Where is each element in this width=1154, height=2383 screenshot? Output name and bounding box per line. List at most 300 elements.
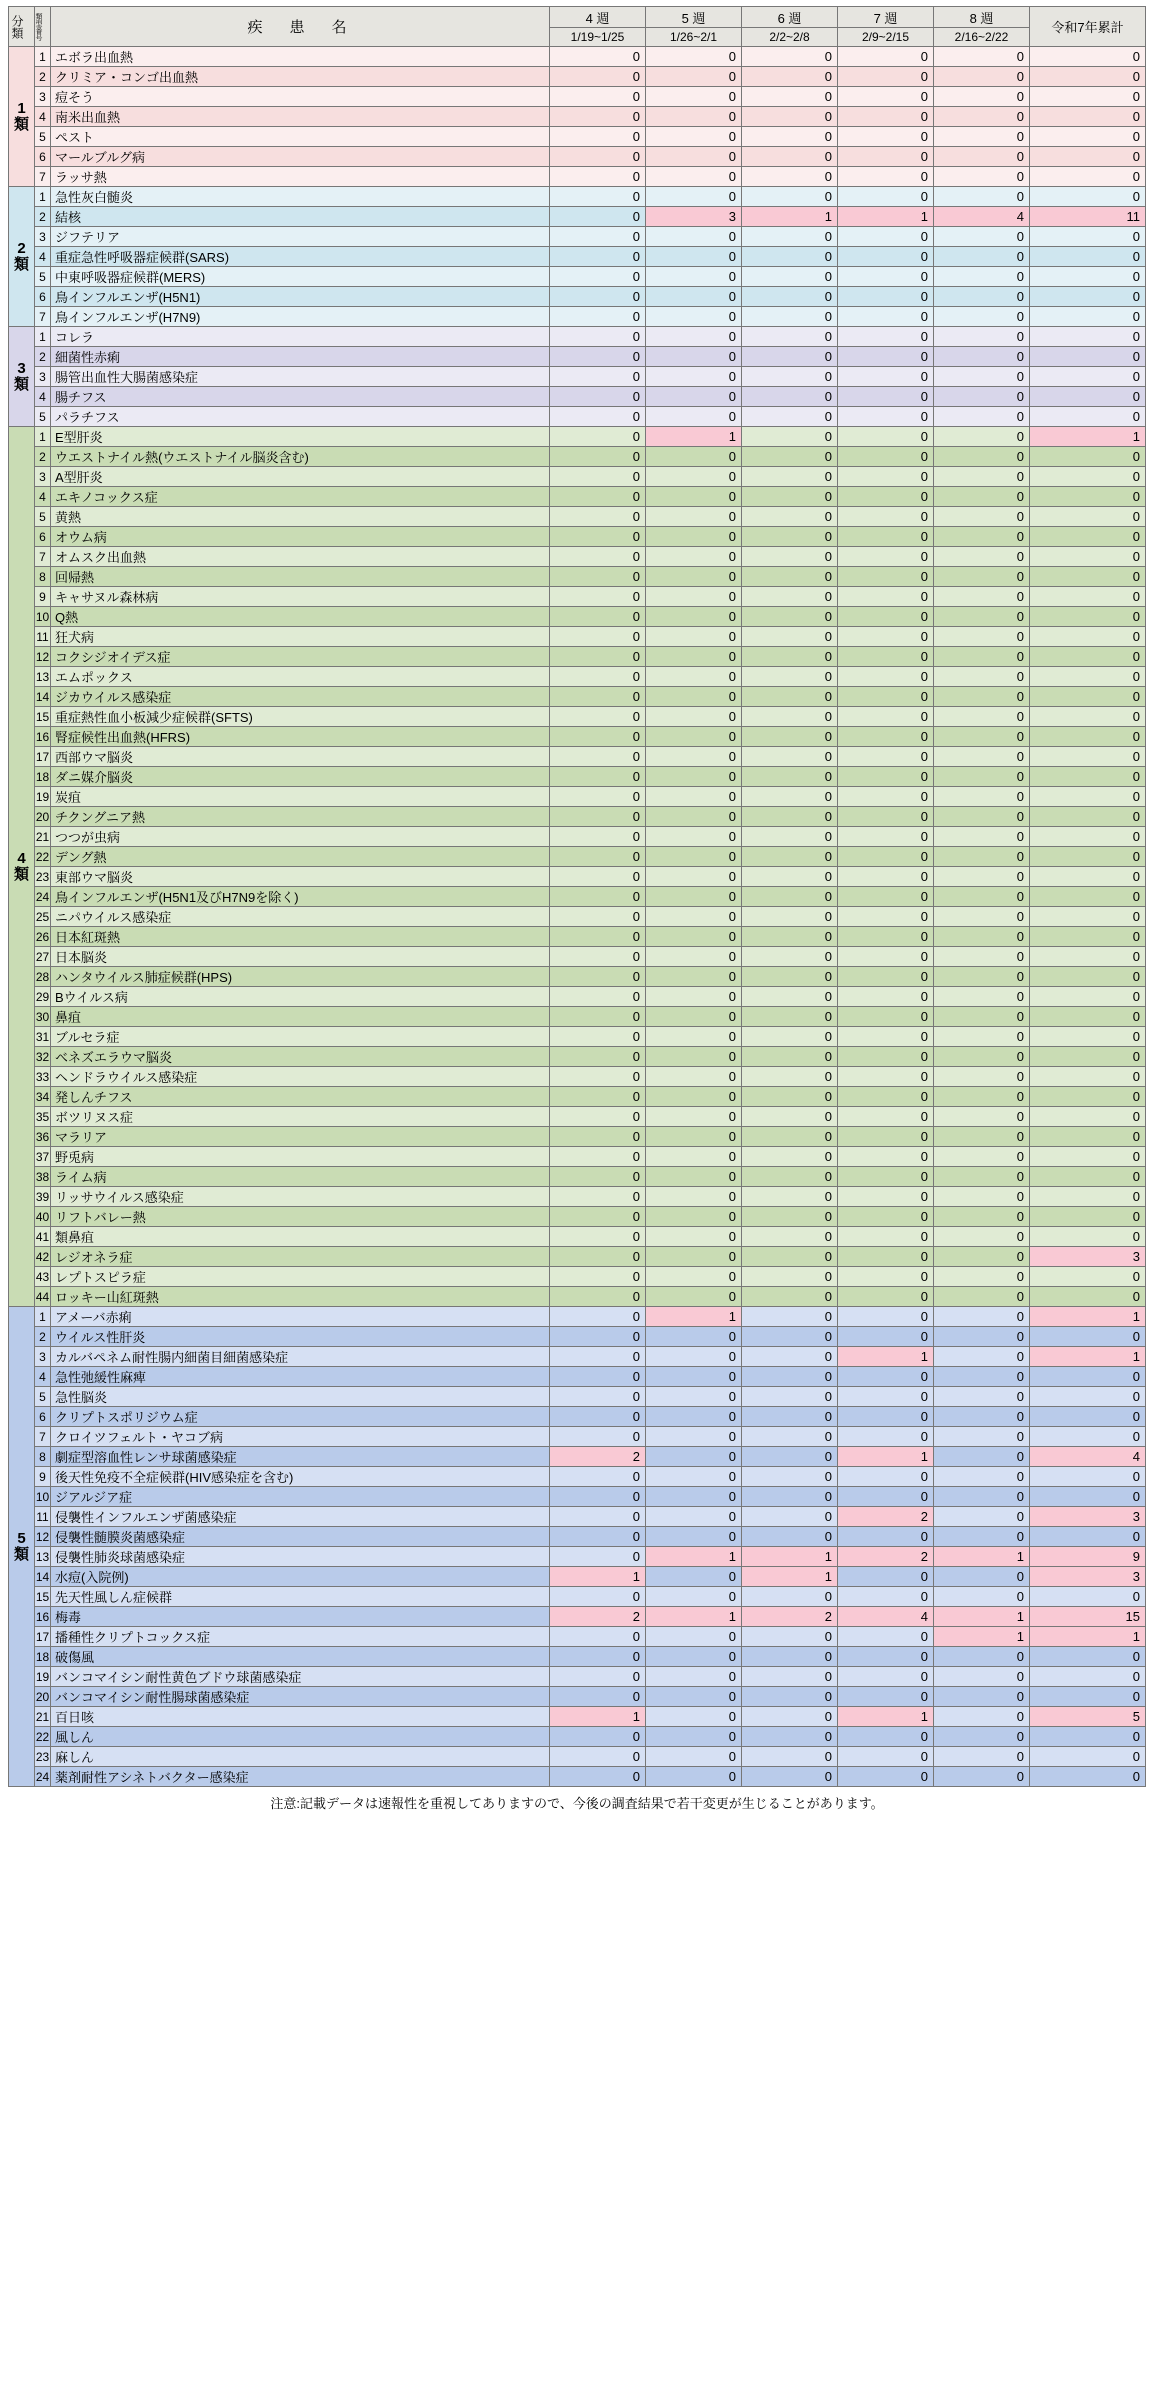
- table-row: [9, 347, 1146, 367]
- weekly-count: 0: [838, 1327, 934, 1347]
- table-row: [9, 1227, 1146, 1247]
- weekly-count: 0: [646, 87, 742, 107]
- weekly-count: 0: [838, 487, 934, 507]
- row-number: 7: [35, 167, 51, 187]
- row-number: 31: [35, 1027, 51, 1047]
- table-row: [9, 1407, 1146, 1427]
- weekly-count: 0: [838, 1127, 934, 1147]
- row-number: 2: [35, 347, 51, 367]
- weekly-count: 0: [742, 967, 838, 987]
- total-count: 9: [1030, 1547, 1146, 1567]
- weekly-count: 0: [934, 87, 1030, 107]
- weekly-count: 0: [646, 67, 742, 87]
- total-count: 0: [1030, 1147, 1146, 1167]
- table-row: [9, 1547, 1146, 1567]
- weekly-count: 0: [838, 887, 934, 907]
- weekly-count: 0: [742, 847, 838, 867]
- weekly-count: 0: [742, 1727, 838, 1747]
- table-row: [9, 587, 1146, 607]
- weekly-count: 0: [838, 467, 934, 487]
- table-row: [9, 1507, 1146, 1527]
- disease-name: ラッサ熱: [51, 167, 550, 187]
- row-number: 24: [35, 1767, 51, 1787]
- header-week-1-range: 1/19~1/25: [550, 28, 646, 47]
- weekly-count: 0: [934, 1527, 1030, 1547]
- table-row: [9, 1747, 1146, 1767]
- disease-name: 侵襲性インフルエンザ菌感染症: [51, 1507, 550, 1527]
- weekly-count: 0: [646, 367, 742, 387]
- table-row: [9, 1207, 1146, 1227]
- table-row: [9, 767, 1146, 787]
- disease-name: 急性弛緩性麻痺: [51, 1367, 550, 1387]
- row-number: 17: [35, 1627, 51, 1647]
- weekly-count: 0: [646, 1667, 742, 1687]
- disease-name: リフトバレー熱: [51, 1207, 550, 1227]
- weekly-count: 0: [742, 647, 838, 667]
- weekly-count: 0: [646, 1647, 742, 1667]
- weekly-count: 0: [742, 1707, 838, 1727]
- row-number: 28: [35, 967, 51, 987]
- disease-name: クリプトスポリジウム症: [51, 1407, 550, 1427]
- weekly-count: 0: [742, 1187, 838, 1207]
- weekly-count: 0: [742, 547, 838, 567]
- total-count: 0: [1030, 1047, 1146, 1067]
- weekly-count: 0: [838, 107, 934, 127]
- weekly-count: 0: [742, 1207, 838, 1227]
- disease-name: 中東呼吸器症候群(MERS): [51, 267, 550, 287]
- weekly-count: 0: [646, 1627, 742, 1647]
- weekly-count: 0: [934, 1427, 1030, 1447]
- weekly-count: 0: [550, 887, 646, 907]
- table-row: [9, 847, 1146, 867]
- weekly-count: 0: [742, 1687, 838, 1707]
- disease-name: 結核: [51, 207, 550, 227]
- row-number: 4: [35, 107, 51, 127]
- weekly-count: 0: [742, 1227, 838, 1247]
- weekly-count: 0: [550, 1247, 646, 1267]
- weekly-count: 0: [646, 1567, 742, 1587]
- weekly-count: 0: [742, 307, 838, 327]
- weekly-count: 0: [742, 187, 838, 207]
- weekly-count: 0: [934, 867, 1030, 887]
- weekly-count: 0: [934, 407, 1030, 427]
- weekly-count: 0: [742, 87, 838, 107]
- weekly-count: 0: [838, 1047, 934, 1067]
- row-number: 10: [35, 607, 51, 627]
- table-row: [9, 1347, 1146, 1367]
- weekly-count: 0: [742, 1107, 838, 1127]
- weekly-count: 0: [550, 127, 646, 147]
- disease-name: クリミア・コンゴ出血熱: [51, 67, 550, 87]
- weekly-count: 0: [550, 1227, 646, 1247]
- total-count: 0: [1030, 887, 1146, 907]
- weekly-count: 1: [934, 1607, 1030, 1627]
- weekly-count: 1: [934, 1547, 1030, 1567]
- table-row: [9, 1607, 1146, 1627]
- header-week-3-range: 2/2~2/8: [742, 28, 838, 47]
- total-count: 0: [1030, 1487, 1146, 1507]
- weekly-count: 0: [646, 1327, 742, 1347]
- disease-name: 百日咳: [51, 1707, 550, 1727]
- row-number: 42: [35, 1247, 51, 1267]
- disease-name: エキノコックス症: [51, 487, 550, 507]
- disease-name: 鳥インフルエンザ(H5N1): [51, 287, 550, 307]
- disease-name: 水痘(入院例): [51, 1567, 550, 1587]
- weekly-count: 0: [934, 727, 1030, 747]
- table-row: [9, 107, 1146, 127]
- weekly-count: 0: [742, 1467, 838, 1487]
- weekly-count: 0: [742, 467, 838, 487]
- weekly-count: 0: [838, 1627, 934, 1647]
- weekly-count: 0: [646, 387, 742, 407]
- weekly-count: 0: [838, 1567, 934, 1587]
- total-count: 0: [1030, 787, 1146, 807]
- weekly-count: 0: [934, 1247, 1030, 1267]
- weekly-count: 0: [646, 727, 742, 747]
- weekly-count: 0: [934, 627, 1030, 647]
- weekly-count: 0: [934, 1047, 1030, 1067]
- table-row: [9, 1167, 1146, 1187]
- weekly-count: 0: [742, 167, 838, 187]
- weekly-count: 0: [742, 1067, 838, 1087]
- total-count: 0: [1030, 127, 1146, 147]
- weekly-count: 0: [838, 1247, 934, 1267]
- disease-name: 回帰熱: [51, 567, 550, 587]
- header-disease: 疾 患 名: [51, 7, 550, 47]
- total-count: 0: [1030, 647, 1146, 667]
- header-class: [9, 7, 35, 47]
- table-row: [9, 687, 1146, 707]
- weekly-count: 0: [550, 587, 646, 607]
- row-number: 20: [35, 807, 51, 827]
- weekly-count: 0: [550, 1667, 646, 1687]
- table-row: [9, 667, 1146, 687]
- row-number: 8: [35, 1447, 51, 1467]
- weekly-count: 0: [646, 1027, 742, 1047]
- total-count: 0: [1030, 1107, 1146, 1127]
- weekly-count: 0: [934, 1707, 1030, 1727]
- weekly-count: 1: [646, 1307, 742, 1327]
- table-row: [9, 1267, 1146, 1287]
- table-row: [9, 387, 1146, 407]
- weekly-count: 0: [934, 247, 1030, 267]
- total-count: 0: [1030, 927, 1146, 947]
- weekly-count: 0: [838, 1487, 934, 1507]
- row-number: 14: [35, 1567, 51, 1587]
- weekly-count: 0: [646, 1287, 742, 1307]
- weekly-count: 0: [646, 1467, 742, 1487]
- table-row: [9, 1307, 1146, 1327]
- disease-name: 腎症候性出血熱(HFRS): [51, 727, 550, 747]
- weekly-count: 0: [646, 627, 742, 647]
- weekly-count: 1: [838, 1447, 934, 1467]
- weekly-count: 0: [550, 967, 646, 987]
- weekly-count: 0: [550, 1127, 646, 1147]
- row-number: 23: [35, 867, 51, 887]
- total-count: 1: [1030, 1627, 1146, 1647]
- row-number: 21: [35, 827, 51, 847]
- table-row: [9, 727, 1146, 747]
- weekly-count: 0: [742, 587, 838, 607]
- class-group-label: 1 類: [9, 47, 35, 187]
- disease-name: ライム病: [51, 1167, 550, 1187]
- weekly-count: 0: [550, 287, 646, 307]
- row-number: 3: [35, 227, 51, 247]
- table-row: [9, 487, 1146, 507]
- infectious-disease-table: [8, 6, 1146, 1787]
- disease-name: 播種性クリプトコックス症: [51, 1627, 550, 1647]
- row-number: 1: [35, 327, 51, 347]
- weekly-count: 0: [838, 567, 934, 587]
- weekly-count: 0: [934, 1387, 1030, 1407]
- disease-name: 侵襲性髄膜炎菌感染症: [51, 1527, 550, 1547]
- weekly-count: 0: [934, 1147, 1030, 1167]
- table-row: [9, 1067, 1146, 1087]
- total-count: 0: [1030, 1327, 1146, 1347]
- weekly-count: 0: [550, 1087, 646, 1107]
- table-row: [9, 747, 1146, 767]
- header-kind: [35, 7, 51, 47]
- weekly-count: 0: [934, 287, 1030, 307]
- disease-name: 麻しん: [51, 1747, 550, 1767]
- row-number: 4: [35, 387, 51, 407]
- weekly-count: 0: [742, 1507, 838, 1527]
- table-row: [9, 1047, 1146, 1067]
- weekly-count: 0: [742, 327, 838, 347]
- weekly-count: 0: [742, 1007, 838, 1027]
- weekly-count: 0: [646, 867, 742, 887]
- table-row: [9, 987, 1146, 1007]
- weekly-count: 0: [550, 1167, 646, 1187]
- weekly-count: 0: [646, 527, 742, 547]
- weekly-count: 0: [550, 167, 646, 187]
- weekly-count: 0: [550, 867, 646, 887]
- weekly-count: 0: [934, 1207, 1030, 1227]
- weekly-count: 0: [742, 47, 838, 67]
- weekly-count: 0: [934, 1587, 1030, 1607]
- weekly-count: 0: [550, 1207, 646, 1227]
- weekly-count: 0: [934, 387, 1030, 407]
- weekly-count: 0: [838, 1367, 934, 1387]
- table-row: [9, 1647, 1146, 1667]
- weekly-count: 0: [934, 1667, 1030, 1687]
- weekly-count: 0: [742, 67, 838, 87]
- row-number: 4: [35, 247, 51, 267]
- weekly-count: 0: [742, 1387, 838, 1407]
- table-row: [9, 1487, 1146, 1507]
- row-number: 21: [35, 1707, 51, 1727]
- table-row: [9, 1147, 1146, 1167]
- total-count: 0: [1030, 1127, 1146, 1147]
- weekly-count: 0: [742, 1667, 838, 1687]
- weekly-count: 0: [646, 447, 742, 467]
- total-count: 0: [1030, 627, 1146, 647]
- disease-name: ウエストナイル熱(ウエストナイル脳炎含む): [51, 447, 550, 467]
- total-count: 3: [1030, 1247, 1146, 1267]
- header-week-2-range: 1/26~2/1: [646, 28, 742, 47]
- weekly-count: 0: [646, 1587, 742, 1607]
- weekly-count: 0: [646, 267, 742, 287]
- weekly-count: 0: [838, 1287, 934, 1307]
- table-row: [9, 967, 1146, 987]
- table-row: [9, 1187, 1146, 1207]
- weekly-count: 0: [838, 1727, 934, 1747]
- row-number: 39: [35, 1187, 51, 1207]
- weekly-count: 0: [934, 907, 1030, 927]
- row-number: 7: [35, 1427, 51, 1447]
- row-number: 5: [35, 407, 51, 427]
- weekly-count: 0: [838, 947, 934, 967]
- weekly-count: 0: [550, 1267, 646, 1287]
- table-row: [9, 1087, 1146, 1107]
- weekly-count: 0: [646, 407, 742, 427]
- weekly-count: 0: [742, 1047, 838, 1067]
- total-count: 0: [1030, 1287, 1146, 1307]
- weekly-count: 0: [838, 647, 934, 667]
- weekly-count: 0: [838, 527, 934, 547]
- weekly-count: 0: [646, 1727, 742, 1747]
- disease-name: 野兎病: [51, 1147, 550, 1167]
- weekly-count: 0: [934, 527, 1030, 547]
- weekly-count: 0: [934, 787, 1030, 807]
- weekly-count: 0: [646, 1207, 742, 1227]
- total-count: 0: [1030, 1167, 1146, 1187]
- row-number: 14: [35, 687, 51, 707]
- weekly-count: 0: [742, 1267, 838, 1287]
- weekly-count: 0: [838, 1187, 934, 1207]
- weekly-count: 0: [934, 467, 1030, 487]
- weekly-count: 0: [646, 987, 742, 1007]
- disease-name: 梅毒: [51, 1607, 550, 1627]
- disease-name: 重症急性呼吸器症候群(SARS): [51, 247, 550, 267]
- disease-name: バンコマイシン耐性腸球菌感染症: [51, 1687, 550, 1707]
- disease-name: 狂犬病: [51, 627, 550, 647]
- table-row: [9, 1707, 1146, 1727]
- weekly-count: 0: [646, 687, 742, 707]
- weekly-count: 0: [550, 667, 646, 687]
- disease-name: エムポックス: [51, 667, 550, 687]
- weekly-count: 0: [550, 1367, 646, 1387]
- row-number: 34: [35, 1087, 51, 1107]
- weekly-count: 0: [646, 247, 742, 267]
- row-number: 22: [35, 847, 51, 867]
- weekly-count: 0: [550, 547, 646, 567]
- weekly-count: 0: [838, 407, 934, 427]
- total-count: 0: [1030, 587, 1146, 607]
- disease-name: ジカウイルス感染症: [51, 687, 550, 707]
- table-row: [9, 807, 1146, 827]
- disease-name: A型肝炎: [51, 467, 550, 487]
- total-count: 0: [1030, 1667, 1146, 1687]
- weekly-count: 0: [934, 1467, 1030, 1487]
- row-number: 3: [35, 467, 51, 487]
- total-count: 5: [1030, 1707, 1146, 1727]
- row-number: 2: [35, 1327, 51, 1347]
- table-row: [9, 1587, 1146, 1607]
- weekly-count: 0: [838, 47, 934, 67]
- weekly-count: 0: [934, 1167, 1030, 1187]
- disease-name: ニパウイルス感染症: [51, 907, 550, 927]
- weekly-count: 0: [838, 267, 934, 287]
- weekly-count: 0: [838, 307, 934, 327]
- disease-name: 東部ウマ脳炎: [51, 867, 550, 887]
- footnote: 注意:記載データは速報性を重視してありますので、今後の調査結果で若干変更が生じることがあります。: [270, 1796, 884, 1811]
- weekly-count: 0: [838, 587, 934, 607]
- weekly-count: 0: [646, 1267, 742, 1287]
- disease-name: ボツリヌス症: [51, 1107, 550, 1127]
- weekly-count: 0: [934, 507, 1030, 527]
- weekly-count: 0: [550, 267, 646, 287]
- table-row: [9, 607, 1146, 627]
- header-week-5-range: 2/16~2/22: [934, 28, 1030, 47]
- row-number: 18: [35, 767, 51, 787]
- table-row: [9, 867, 1146, 887]
- weekly-count: 0: [838, 1007, 934, 1027]
- weekly-count: 0: [934, 1107, 1030, 1127]
- row-number: 13: [35, 667, 51, 687]
- weekly-count: 0: [550, 187, 646, 207]
- total-count: 0: [1030, 147, 1146, 167]
- weekly-count: 0: [646, 1187, 742, 1207]
- table-row: [9, 1727, 1146, 1747]
- total-count: 0: [1030, 467, 1146, 487]
- weekly-count: 0: [742, 687, 838, 707]
- total-count: 0: [1030, 707, 1146, 727]
- row-number: 36: [35, 1127, 51, 1147]
- disease-name: 劇症型溶血性レンサ球菌感染症: [51, 1447, 550, 1467]
- header-total: 令和7年累計: [1030, 7, 1146, 47]
- disease-name: ハンタウイルス肺症候群(HPS): [51, 967, 550, 987]
- weekly-count: 0: [838, 427, 934, 447]
- disease-name: オウム病: [51, 527, 550, 547]
- weekly-count: 0: [646, 1067, 742, 1087]
- weekly-count: 1: [838, 1347, 934, 1367]
- weekly-count: 0: [550, 1287, 646, 1307]
- weekly-count: 0: [838, 787, 934, 807]
- weekly-count: 1: [838, 1707, 934, 1727]
- disease-name: 南米出血熱: [51, 107, 550, 127]
- weekly-count: 0: [934, 1007, 1030, 1027]
- weekly-count: 0: [646, 967, 742, 987]
- weekly-count: 0: [550, 1187, 646, 1207]
- weekly-count: 1: [646, 1607, 742, 1627]
- weekly-count: 0: [646, 1427, 742, 1447]
- weekly-count: 0: [934, 667, 1030, 687]
- row-number: 10: [35, 1487, 51, 1507]
- weekly-count: 0: [838, 347, 934, 367]
- weekly-count: 0: [646, 1007, 742, 1027]
- weekly-count: 0: [550, 1387, 646, 1407]
- weekly-count: 0: [742, 727, 838, 747]
- row-number: 3: [35, 1347, 51, 1367]
- disease-name: ダニ媒介脳炎: [51, 767, 550, 787]
- weekly-count: 0: [742, 947, 838, 967]
- weekly-count: 0: [646, 167, 742, 187]
- row-number: 2: [35, 447, 51, 467]
- total-count: 0: [1030, 267, 1146, 287]
- weekly-count: 0: [838, 187, 934, 207]
- weekly-count: 0: [838, 867, 934, 887]
- disease-name: 急性灰白髄炎: [51, 187, 550, 207]
- weekly-count: 0: [934, 747, 1030, 767]
- table-row: [9, 1567, 1146, 1587]
- weekly-count: 0: [934, 367, 1030, 387]
- weekly-count: 0: [646, 1707, 742, 1727]
- weekly-count: 0: [550, 1347, 646, 1367]
- weekly-count: 0: [934, 1187, 1030, 1207]
- total-count: 0: [1030, 1187, 1146, 1207]
- table-row: [9, 87, 1146, 107]
